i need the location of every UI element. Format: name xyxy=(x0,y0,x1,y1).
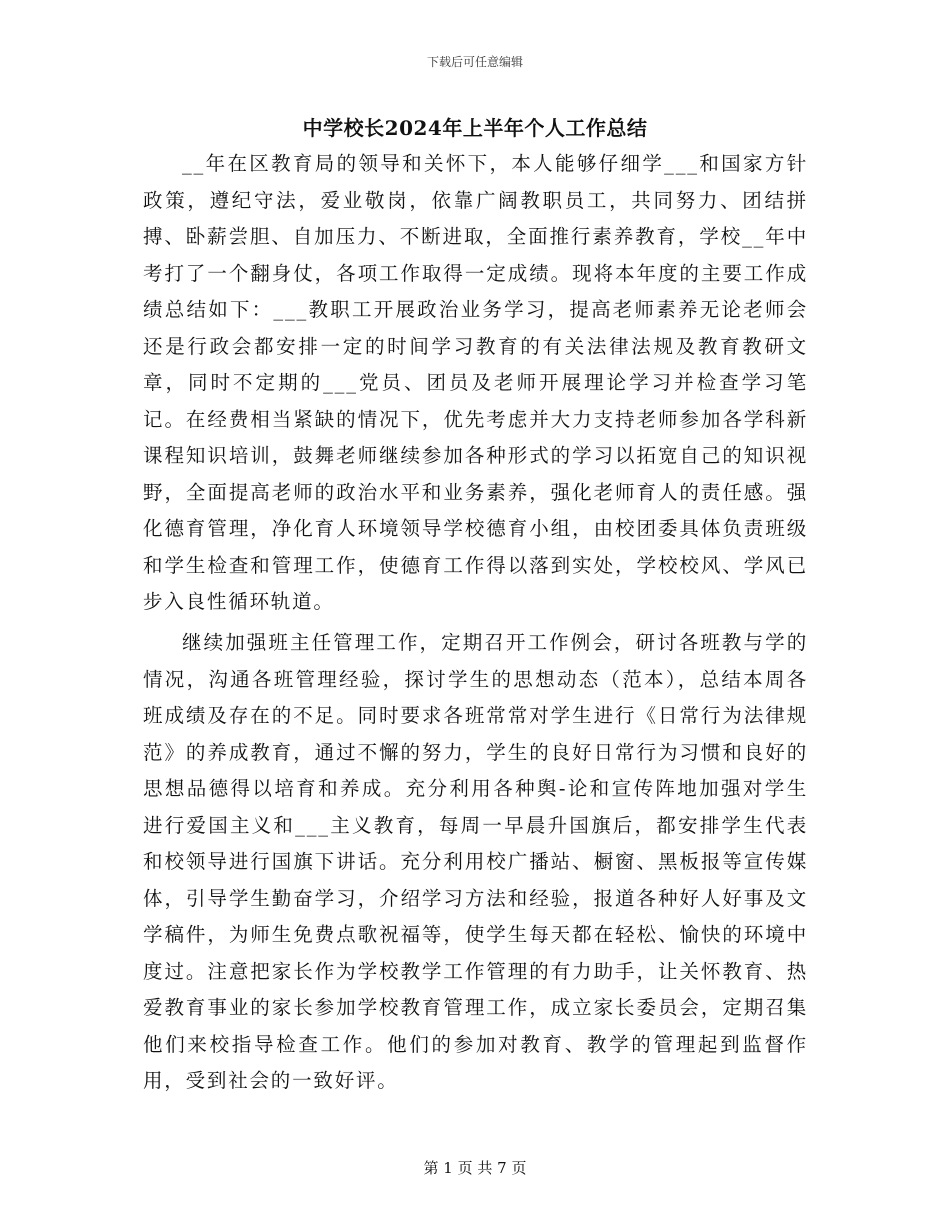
document-title: 中学校长2024年上半年个人工作总结 xyxy=(302,116,648,140)
page-number: 第 1 页 共 7 页 xyxy=(423,1159,527,1177)
body-paragraph-2: 继续加强班主任管理工作，定期召开工作例会，研讨各班教与学的情况，沟通各班管理经验，探讨学生的思想动态（范本），总结本周各班成绩及存在的不足。同时要求各班常常对学生进行《日常行为法律规范》的养成教育，通过不懈的努力，学生的良好日常行为习惯和良好的思想品德得以培育和养成。充分利用各种舆-论和宣传阵地加强对学生进行爱国主义和___主义教育，每周一早晨升国旗后，都安排学生代表和校领导进行国旗下讲话。充分利用校广播站、橱窗、黑板报等宣传媒体，引导学生勤奋学习，介绍学习方法和经验，报道各种好人好事及文学稿件，为师生免费点歌祝福等，使学生每天都在轻松、愉快的环境中度过。注意把家长作为学校教学工作管理的有力助手，让关怀教育、热爱教育事业的家长参加学校教育管理工作，成立家长委员会，定期召集他们来校指导检查工作。他们的参加对教育、教学的管理起到监督作用，受到社会的一致好评。 xyxy=(143,631,808,1092)
body-paragraph-1: __年在区教育局的领导和关怀下，本人能够仔细学___和国家方针政策，遵纪守法，爱业敬岗，依靠广阔教职员工，共同努力、团结拼搏、卧薪尝胆、自加压力、不断进取，全面推行素养教育，学校__年中考打了一个翻身仗，各项工作取得一定成绩。现将本年度的主要工作成绩总结如下：___教职工开展政治业务学习，提高老师素养无论老师会还是行政会都安排一定的时间学习教育的有关法律法规及教育教研文章，同时不定期的___党员、团员及老师开展理论学习并检查学习笔记。在经费相当紧缺的情况下，优先考虑并大力支持老师参加各学科新课程知识培训，鼓舞老师继续参加各种形式的学习以拓宽自己的知识视野，全面提高老师的政治水平和业务素养，强化老师育人的责任感。强化德育管理，净化育人环境领导学校德育小组，由校团委具体负责班级和学生检查和管理工作，使德育工作得以落到实处，学校校风、学风已步入良性循环轨道。 xyxy=(143,152,808,613)
page-header-note: 下载后可任意编辑 xyxy=(426,55,523,69)
